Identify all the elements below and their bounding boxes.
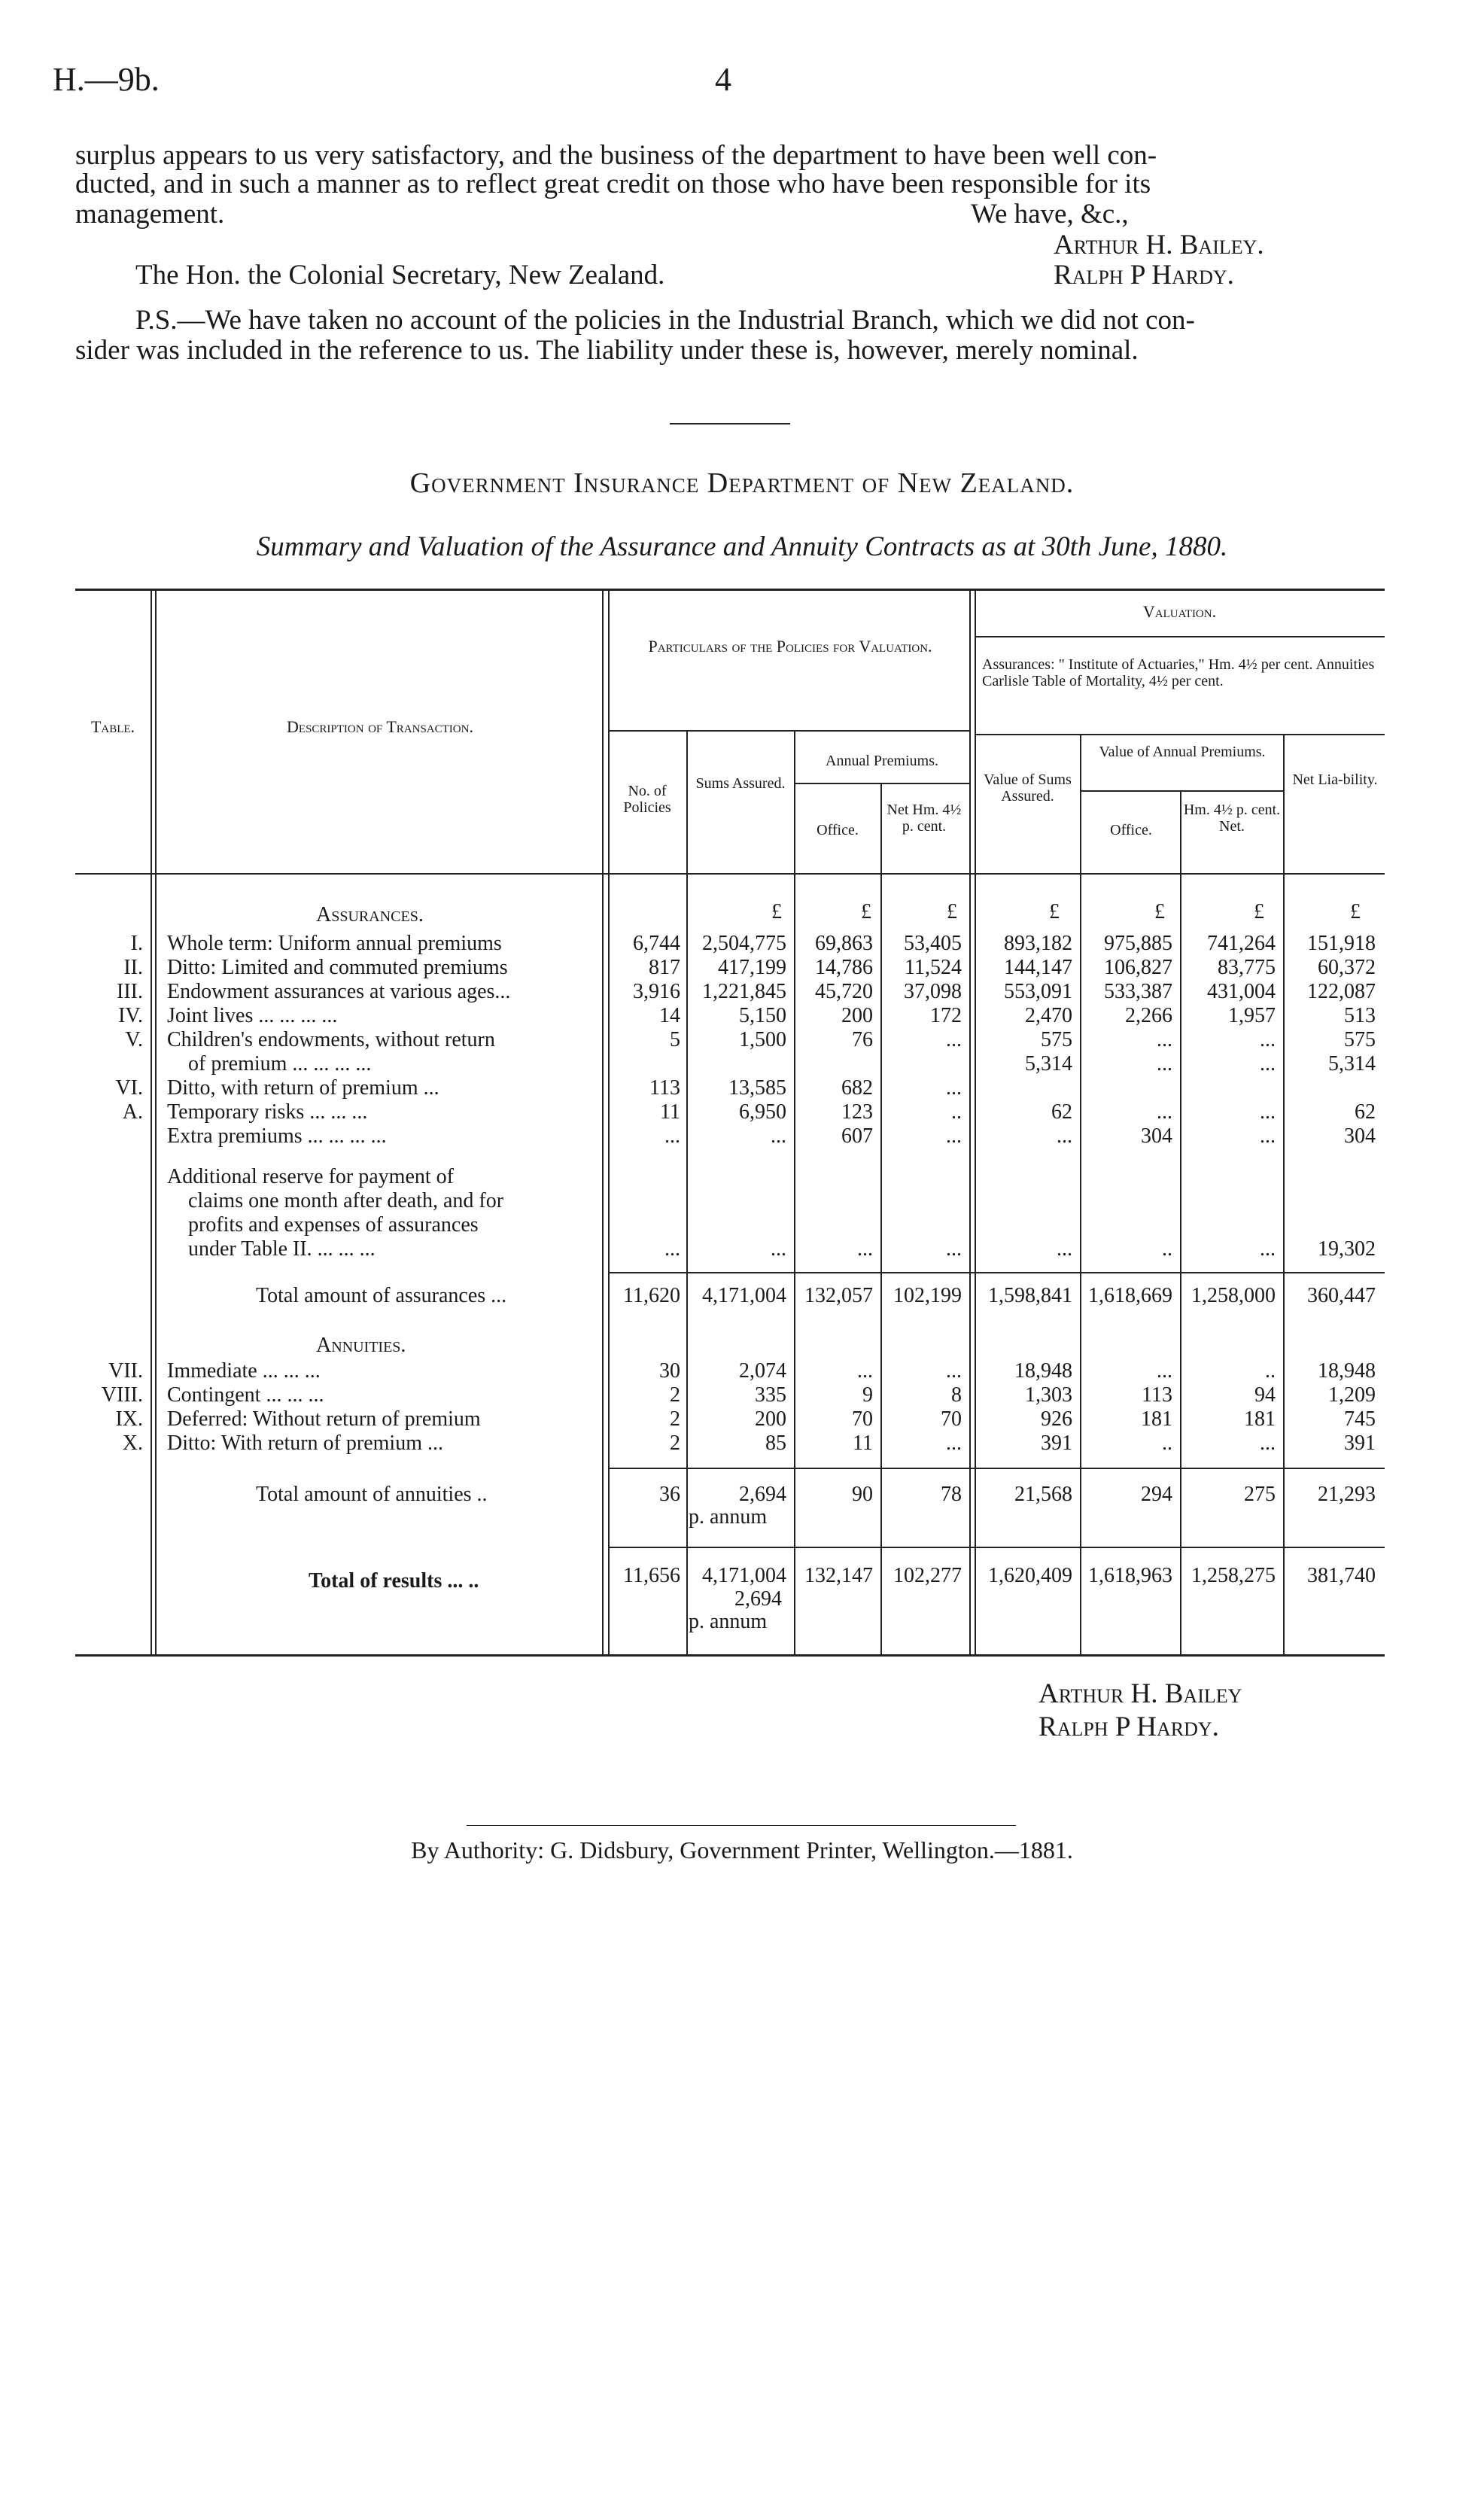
annuity-row-cell-5: 181 [1141, 1407, 1172, 1431]
reserve-row-cell-2: ... [857, 1237, 873, 1261]
total-annuities-sub: p. annum [689, 1505, 768, 1529]
annuity-row-cell-4: 18,948 [1014, 1359, 1072, 1383]
row-line [1080, 790, 1283, 792]
col-line [151, 589, 152, 1654]
row-number: X. [122, 1431, 143, 1455]
assurance-row-cell-6: ... [1260, 1100, 1276, 1124]
table-title: Government Insurance Department of New Zealand. [409, 467, 1075, 499]
footer-rule [467, 1825, 1016, 1826]
total-results-cell-2: 132,147 [804, 1564, 873, 1587]
final-signature-hardy: Ralph P Hardy. [1038, 1711, 1219, 1742]
total-results-sub2: p. annum [689, 1610, 768, 1633]
final-signature-bailey: Arthur H. Bailey [1038, 1678, 1242, 1709]
assurance-row-cell-7: 62 [1355, 1100, 1376, 1124]
printer-imprint: By Authority: G. Didsbury, Government Printer, Wellington.—1881. [411, 1836, 1073, 1864]
total-results-cell-3: 102,277 [893, 1564, 962, 1587]
col-line [969, 589, 971, 1654]
assurance-row-cell-1: 417,199 [718, 956, 786, 979]
assurance-row-cell-2: 123 [841, 1100, 873, 1124]
reserve-line-3: profits and expenses of assurances [188, 1213, 479, 1237]
row-number: IX. [115, 1407, 143, 1431]
col-line [794, 730, 795, 1654]
annuity-row-cell-2: 9 [862, 1383, 873, 1407]
row-description: Endowment assurances at various ages... [167, 980, 511, 1003]
letter-closing: We have, &c., [971, 199, 1129, 230]
assurance-row-cell-2: 682 [841, 1076, 873, 1100]
assurance-row-cell-4: 62 [1051, 1100, 1072, 1124]
total-annuities-cell-6: 275 [1244, 1483, 1276, 1506]
letter-line-2: ducted, and in such a manner as to reflect great credit on those who have been responsible for its [75, 169, 1151, 199]
col-line [686, 730, 688, 1654]
col-line [1283, 734, 1285, 1654]
assurance-row-cell-3: ... [946, 1124, 962, 1148]
signature-hardy: Ralph P Hardy. [1054, 260, 1234, 291]
row-description: Temporary risks ... ... ... [167, 1100, 368, 1124]
reserve-row-cell-7: 19,302 [1318, 1237, 1376, 1261]
annuity-row-cell-1: 2,074 [739, 1359, 786, 1383]
header-valuation: Valuation. [1142, 602, 1217, 621]
row-description: Immediate ... ... ... [167, 1359, 321, 1383]
annuity-row-cell-4: 391 [1041, 1431, 1072, 1455]
annuity-row-cell-3: 70 [941, 1407, 962, 1431]
total-rule [608, 1547, 1385, 1548]
col-line [975, 589, 976, 1654]
header-office-2: Office. [1110, 822, 1152, 838]
addressee: The Hon. the Colonial Secretary, New Zealand. [135, 260, 665, 291]
reserve-line-4: under Table II. ... ... ... [188, 1237, 376, 1261]
total-results-cell-0: 11,656 [623, 1564, 680, 1587]
assurance-row-cell-5: 106,827 [1104, 956, 1172, 979]
currency-symbol: £ [861, 900, 871, 923]
currency-symbol: £ [947, 900, 957, 923]
reserve-row-cell-5: .. [1162, 1237, 1172, 1261]
table-top-rule [75, 589, 1385, 591]
row-line [975, 636, 1385, 637]
row-description: Ditto, with return of premium ... [167, 1076, 439, 1100]
header-sums-assured: Sums Assured. [695, 775, 786, 792]
assurance-row-cell-1: 1,500 [739, 1028, 786, 1051]
assurance-row-cell-4: 2,470 [1025, 1004, 1072, 1027]
assurance-row-cell-7: 304 [1344, 1124, 1376, 1148]
assurance-row-cell-6: 741,264 [1207, 932, 1276, 955]
total-results-cell-6: 1,258,275 [1191, 1564, 1276, 1587]
total-annuities-cell-0: 36 [659, 1483, 680, 1506]
assurance-row-cell-0: 113 [649, 1076, 680, 1100]
total-annuities-cell-4: 21,568 [1014, 1483, 1072, 1506]
assurance-row-cell-5: ... [1157, 1100, 1172, 1124]
assurance-row-cell-4: 5,314 [1025, 1052, 1072, 1076]
assurance-row-cell-3: 37,098 [904, 980, 962, 1003]
assurance-row-cell-7: 575 [1344, 1028, 1376, 1051]
col-line [1080, 734, 1081, 1654]
row-line [794, 783, 969, 784]
annuity-row-cell-5: 113 [1142, 1383, 1172, 1407]
annuity-row-cell-0: 30 [659, 1359, 680, 1383]
row-description: Joint lives ... ... ... ... [167, 1004, 338, 1027]
header-description: Description of Transaction. [287, 717, 473, 736]
total-annuities-cell-7: 21,293 [1318, 1483, 1376, 1506]
assurance-row-cell-4: 575 [1041, 1028, 1072, 1051]
assurance-row-cell-3: 53,405 [904, 932, 962, 955]
row-line [975, 734, 1385, 735]
assurance-row-cell-3: ... [946, 1028, 962, 1051]
row-line [608, 730, 969, 732]
total-assurances-cell-6: 1,258,000 [1191, 1284, 1276, 1307]
annuity-row-cell-6: 94 [1254, 1383, 1276, 1407]
reserve-line-1: Additional reserve for payment of [167, 1165, 454, 1188]
annuity-row-cell-6: 181 [1244, 1407, 1276, 1431]
annuity-row-cell-4: 1,303 [1025, 1383, 1072, 1407]
row-description: Extra premiums ... ... ... ... [167, 1124, 387, 1148]
assurance-row-cell-2: 69,863 [815, 932, 873, 955]
total-results-cell-5: 1,618,963 [1088, 1564, 1172, 1587]
total-rule [608, 1272, 1385, 1273]
total-annuities-cell-3: 78 [941, 1483, 962, 1506]
assurance-row-cell-0: 6,744 [633, 932, 680, 955]
assurance-row-cell-2: 45,720 [815, 980, 873, 1003]
row-description: of premium ... ... ... ... [188, 1052, 372, 1076]
currency-symbol: £ [1154, 900, 1165, 923]
row-number: VIII. [101, 1383, 143, 1407]
letter-line-3: management. [75, 199, 225, 230]
annuity-row-cell-2: ... [857, 1359, 873, 1383]
assurance-row-cell-4: 553,091 [1004, 980, 1072, 1003]
assurance-row-cell-6: ... [1260, 1028, 1276, 1051]
assurance-row-cell-5: ... [1157, 1052, 1172, 1076]
assurance-row-cell-5: 975,885 [1104, 932, 1172, 955]
total-assurances-label: Total amount of assurances ... [256, 1284, 507, 1307]
assurance-row-cell-5: ... [1157, 1028, 1172, 1051]
reserve-row-cell-4: ... [1057, 1237, 1072, 1261]
total-results-cell-4: 1,620,409 [988, 1564, 1072, 1587]
page-number: 4 [715, 61, 731, 98]
assurance-row-cell-1: 2,504,775 [702, 932, 786, 955]
row-number: VI. [115, 1076, 143, 1100]
assurance-row-cell-0: 3,916 [633, 980, 680, 1003]
assurance-row-cell-0: 817 [649, 956, 680, 979]
total-annuities-cell-2: 90 [852, 1483, 873, 1506]
total-annuities-label: Total amount of annuities .. [256, 1483, 488, 1506]
divider-rule [670, 423, 790, 424]
row-description: Children's endowments, without return [167, 1028, 495, 1051]
annuity-row-cell-6: .. [1265, 1359, 1276, 1383]
row-number: II. [123, 956, 143, 979]
annuity-row-cell-1: 200 [755, 1407, 786, 1431]
annuities-heading: Annuities. [316, 1334, 406, 1357]
annuity-row-cell-1: 85 [765, 1431, 786, 1455]
total-annuities-cell-1: 2,694 [739, 1483, 786, 1506]
assurance-row-cell-0: ... [664, 1124, 680, 1148]
header-table: Table. [90, 717, 135, 736]
assurance-row-cell-7: 513 [1344, 1004, 1376, 1027]
assurance-row-cell-6: ... [1260, 1124, 1276, 1148]
assurance-row-cell-3: 11,524 [905, 956, 962, 979]
reserve-row-cell-1: ... [771, 1237, 786, 1261]
assurance-row-cell-4: 893,182 [1004, 932, 1072, 955]
annuity-row-cell-5: ... [1157, 1359, 1172, 1383]
annuity-row-cell-0: 2 [670, 1431, 680, 1455]
assurance-row-cell-2: 607 [841, 1124, 873, 1148]
currency-symbol: £ [1350, 900, 1361, 923]
table-bottom-rule [75, 1654, 1385, 1657]
row-number: I. [130, 932, 143, 955]
total-assurances-cell-1: 4,171,004 [702, 1284, 786, 1307]
row-number: IV. [118, 1004, 143, 1027]
total-assurances-cell-7: 360,447 [1307, 1284, 1376, 1307]
annuity-row-cell-0: 2 [670, 1407, 680, 1431]
assurance-row-cell-1: 1,221,845 [702, 980, 786, 1003]
reserve-line-2: claims one month after death, and for [188, 1189, 504, 1212]
assurance-row-cell-0: 5 [670, 1028, 680, 1051]
annuity-row-cell-2: 11 [853, 1431, 873, 1455]
header-no-policies: No. of Policies [623, 783, 671, 816]
annuity-row-cell-7: 745 [1344, 1407, 1376, 1431]
total-assurances-cell-0: 11,620 [623, 1284, 680, 1307]
header-value-sums: Value of Sums Assured. [984, 771, 1072, 805]
annuity-row-cell-7: 391 [1344, 1431, 1376, 1455]
total-assurances-cell-2: 132,057 [804, 1284, 873, 1307]
annuity-row-cell-3: ... [946, 1359, 962, 1383]
assurances-heading: Assurances. [316, 903, 424, 926]
assurance-row-cell-5: 304 [1141, 1124, 1172, 1148]
header-particulars: Particulars of the Policies for Valuation. [648, 637, 932, 656]
total-rule [608, 1468, 1385, 1469]
assurance-row-cell-7: 122,087 [1307, 980, 1376, 1003]
row-description: Whole term: Uniform annual premiums [167, 932, 502, 955]
assurance-row-cell-1: 5,150 [739, 1004, 786, 1027]
reserve-row-cell-6: ... [1260, 1237, 1276, 1261]
assurance-row-cell-2: 200 [841, 1004, 873, 1027]
total-annuities-cell-5: 294 [1141, 1483, 1172, 1506]
assurance-row-cell-6: 431,004 [1207, 980, 1276, 1003]
reserve-row-cell-0: ... [664, 1237, 680, 1261]
row-description: Contingent ... ... ... [167, 1383, 324, 1407]
annuity-row-cell-3: ... [946, 1431, 962, 1455]
header-net-hm: Net Hm. 4½ p. cent. [886, 802, 962, 835]
signature-bailey: Arthur H. Bailey. [1054, 230, 1264, 260]
annuity-row-cell-7: 1,209 [1328, 1383, 1376, 1407]
assurance-row-cell-3: 172 [930, 1004, 962, 1027]
assurance-row-cell-3: .. [951, 1100, 962, 1124]
annuity-row-cell-7: 18,948 [1318, 1359, 1376, 1383]
assurance-row-cell-7: 60,372 [1318, 956, 1376, 979]
header-net-liability: Net Lia-bility. [1292, 771, 1378, 788]
assurance-row-cell-1: ... [771, 1124, 786, 1148]
row-number: A. [122, 1100, 143, 1124]
reserve-row-cell-3: ... [946, 1237, 962, 1261]
total-results-label: Total of results ... .. [309, 1569, 479, 1593]
total-results-sub1: 2,694 [734, 1587, 782, 1611]
row-number: V. [125, 1028, 143, 1051]
assurance-row-cell-0: 11 [660, 1100, 680, 1124]
annuity-row-cell-6: ... [1260, 1431, 1276, 1455]
assurance-row-cell-7: 5,314 [1328, 1052, 1376, 1076]
row-description: Ditto: Limited and commuted premiums [167, 956, 508, 979]
assurance-row-cell-0: 14 [659, 1004, 680, 1027]
col-line [155, 589, 157, 1654]
total-results-cell-1: 4,171,004 [702, 1564, 786, 1587]
letter-line-1: surplus appears to us very satisfactory, and the business of the department to have been well con- [75, 140, 1157, 171]
annuity-row-cell-2: 70 [852, 1407, 873, 1431]
assurance-row-cell-1: 6,950 [739, 1100, 786, 1124]
assurance-row-cell-3: ... [946, 1076, 962, 1100]
postscript-line-2: sider was included in the reference to us. The liability under these is, however, merely nominal. [75, 335, 1139, 366]
total-assurances-cell-4: 1,598,841 [988, 1284, 1072, 1307]
header-value-annual: Value of Annual Premiums. [1099, 744, 1266, 760]
page-reference: H.—9b. [53, 61, 160, 98]
assurance-row-cell-5: 533,387 [1104, 980, 1172, 1003]
total-assurances-cell-3: 102,199 [893, 1284, 962, 1307]
assurance-row-cell-2: 14,786 [815, 956, 873, 979]
row-number: III. [117, 980, 143, 1003]
postscript-line-1: P.S.—We have taken no account of the policies in the Industrial Branch, which we did not con- [135, 305, 1195, 336]
total-assurances-cell-5: 1,618,669 [1088, 1284, 1172, 1307]
assurance-row-cell-7: 151,918 [1307, 932, 1376, 955]
annuity-row-cell-1: 335 [755, 1383, 786, 1407]
row-description: Ditto: With return of premium ... [167, 1431, 443, 1455]
currency-symbol: £ [1254, 900, 1264, 923]
annuity-row-cell-4: 926 [1041, 1407, 1072, 1431]
assurance-row-cell-6: 1,957 [1228, 1004, 1276, 1027]
assurance-row-cell-4: ... [1057, 1124, 1072, 1148]
total-results-cell-7: 381,740 [1307, 1564, 1376, 1587]
assurance-row-cell-6: 83,775 [1218, 956, 1276, 979]
annuity-row-cell-0: 2 [670, 1383, 680, 1407]
annuity-row-cell-5: .. [1162, 1431, 1172, 1455]
currency-symbol: £ [1049, 900, 1060, 923]
col-line [602, 589, 604, 1654]
header-annual-premiums: Annual Premiums. [826, 753, 938, 769]
header-hm-net: Hm. 4½ p. cent. Net. [1183, 802, 1281, 835]
table-subtitle: Summary and Valuation of the Assurance and Annuity Contracts as at 30th June, 1880. [256, 531, 1228, 562]
assurance-row-cell-4: 144,147 [1004, 956, 1072, 979]
annuity-row-cell-3: 8 [951, 1383, 962, 1407]
row-number: VII. [108, 1359, 143, 1383]
header-bottom-rule [75, 873, 1385, 875]
header-office: Office. [817, 822, 859, 838]
valuation-note: Assurances: " Institute of Actuaries," Hm. 4½ per cent. Annuities Carlisle Table of Mortality, 4½ per cent. [982, 656, 1375, 689]
assurance-row-cell-6: ... [1260, 1052, 1276, 1076]
row-description: Deferred: Without return of premium [167, 1407, 481, 1431]
assurance-row-cell-1: 13,585 [728, 1076, 786, 1100]
assurance-row-cell-2: 76 [852, 1028, 873, 1051]
currency-symbol: £ [771, 900, 782, 923]
assurance-row-cell-5: 2,266 [1125, 1004, 1172, 1027]
